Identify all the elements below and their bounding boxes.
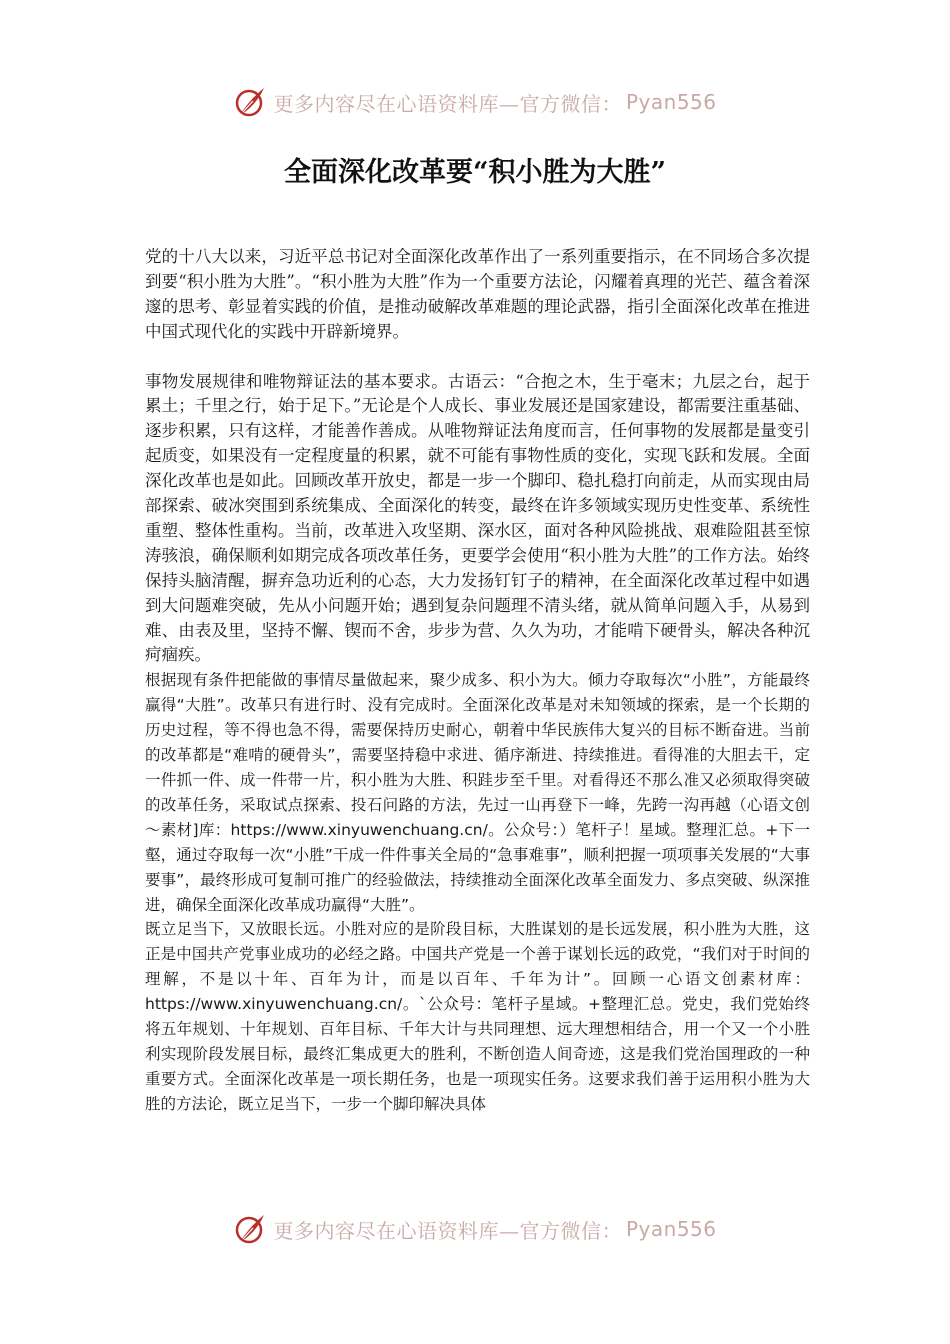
- document-body: [145, 245, 810, 1117]
- document-title: 全面深化改革要“积小胜为大胜”: [283, 157, 667, 188]
- footer-banner: [0, 1209, 950, 1249]
- paragraph-3: 根据现有条件把能做的事情尽量做起来，聚少成多、积小为大。倾力夺取每次“小胜”，方能最终赢得“大胜”。改革只有进行时、没有完成时。全面深化改革是对未知领域的探索，是一个长期的历史过程，等不得也急不得，需要保持历史耐心，朝着中华民族伟大复兴的目标不断奋进。当前的改革都是“难啃的硬骨头”，需要坚持稳中求进、循序渐进、持续推进。看得准的大胆去干，定一件抓一件、成一件带一片，积小胜为大胜、积跬步至千里。对看得还不那么准又必须取得突破的改革任务，采取试点探索、投石问路的方法，先过一山再登下一峰，先跨一沟再越（心语文创～素材]库：https://www.xinyuwenchuang.cn/。公众号：）笔杆子！星域。整理汇总。+下一壑，通过夺取每一次“小胜”干成一件件事关全局的“急事难事”，顺利把握一项项事关发展的“大事要事”，最终形成可复制可推广的经验做法，持续推动全面深化改革全面发力、多点突破、纵深推进，确保全面深化改革成功赢得“大胜”。: [145, 671, 810, 914]
- paragraph-2: 事物发展规律和唯物辩证法的基本要求。古语云：“合抱之木，生于毫末；九层之台，起于累土；千里之行，始于足下。”无论是个人成长、事业发展还是国家建设，都需要注重基础、逐步积累，只有这样，才能善作善成。从唯物辩证法角度而言，任何事物的发展都是量变引起质变，如果没有一定程度量的积累，就不可能有事物性质的变化，实现飞跃和发展。全面深化改革也是如此。回顾改革开放史，都是一步一个脚印、稳扎稳打向前走，从而实现由局部探索、破冰突围到系统集成、全面深化的转变，最终在许多领域实现历史性变革、系统性重塑、整体性重构。当前，改革进入攻坚期、深水区，面对各种风险挑战、艰难险阻甚至惊涛骇浪，确保顺利如期完成各项改革任务，更要学会使用“积小胜为大胜”的工作方法。始终保持头脑清醒，摒弃急功近利的心态，大力发扬钉钉子的精神，在全面深化改革过程中如遇到大问题难突破，先从小问题开始；遇到复杂问题理不清头绪，就从简单问题入手，从易到难、由表及里，坚持不懈、锲而不舍，步步为营、久久为功，才能啃下硬骨头，解决各种沉疴痼疾。: [145, 371, 810, 665]
- header-banner: [0, 82, 950, 122]
- footer-banner-text: 更多内容尽在心语资料库—官方微信：: [273, 1218, 622, 1243]
- footer-banner-wechat: Pyan556: [625, 1217, 717, 1241]
- paragraph-4: 既立足当下，又放眼长远。小胜对应的是阶段目标，大胜谋划的是长远发展，积小胜为大胜，这正是中国共产党事业成功的必经之路。中国共产党是一个善于谋划长远的政党，“我们对于时间的理解，不是以十年、百年为计，而是以百年、千年为计”。回顾一心语文创素材库：https://www.xinyuwenchuang.cn/。`公众号：笔杆子星域。+整理汇总。党史，我们党始终将五年规划、十年规划、百年目标、千年大计与共同理想、远大理想相结合，用一个又一个小胜利实现阶段发展目标，最终汇集成更大的胜利，不断创造人间奇迹，这是我们党治国理政的一种重要方式。全面深化改革是一项长期任务，也是一项现实任务。这要求我们善于运用积小胜为大胜的方法论，既立足当下，一步一个脚印解决具体: [145, 920, 810, 1113]
- header-banner-wechat: Pyan556: [625, 90, 717, 114]
- quill-pen-icon: [233, 1212, 267, 1246]
- paragraph-1: 党的十八大以来，习近平总书记对全面深化改革作出了一系列重要指示，在不同场合多次提到要“积小胜为大胜”。“积小胜为大胜”作为一个重要方法论，闪耀着真理的光芒、蕴含着深邃的思考、彰显着实践的价值，是推动破解改革难题的理论武器，指引全面深化改革在推进中国式现代化的实践中开辟新境界。: [145, 247, 810, 341]
- paragraph-gap: [145, 345, 810, 370]
- quill-pen-icon: [233, 85, 267, 119]
- header-banner-text: 更多内容尽在心语资料库—官方微信：: [273, 91, 622, 116]
